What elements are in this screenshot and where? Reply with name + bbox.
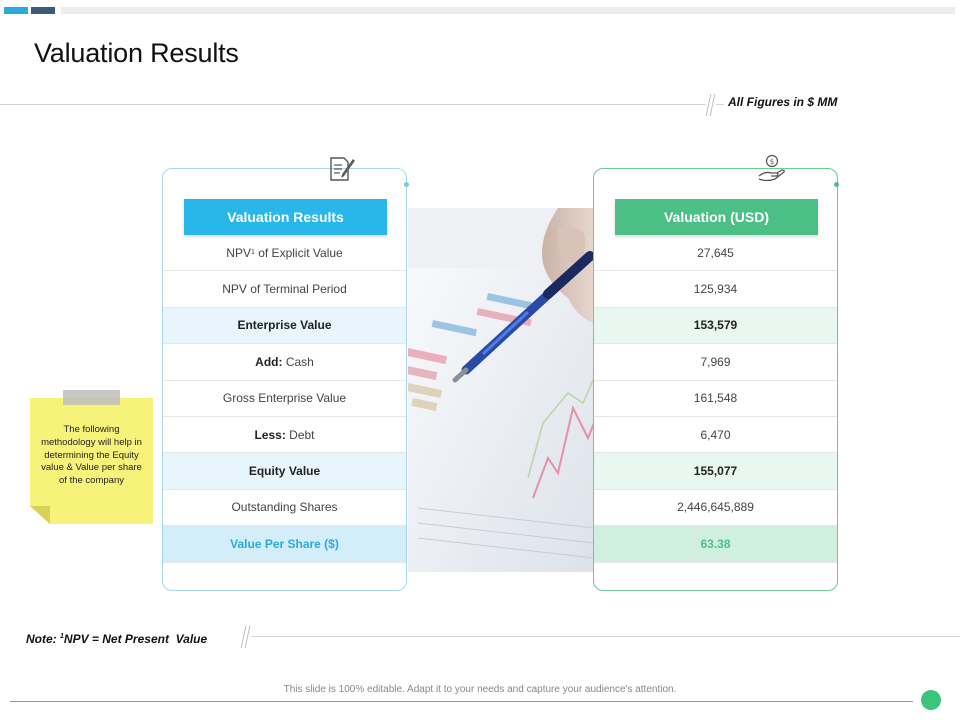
left-panel-dot [404, 182, 409, 187]
left-row-equity-value [163, 453, 406, 489]
sticky-note-tape [63, 390, 120, 405]
top-bar-track [61, 7, 955, 14]
right-row-value: 153,579 [594, 308, 837, 344]
header-divider-right [716, 104, 724, 105]
npv-terminal-label: NPV of Terminal Period [222, 282, 347, 297]
left-table-header: Valuation Results [184, 199, 387, 235]
left-table [163, 235, 406, 563]
npv-prefix: NPV [226, 245, 251, 260]
outstanding-shares-label: Outstanding Shares [231, 500, 338, 515]
figures-note: All Figures in $ MM [728, 95, 838, 109]
sticky-note-text: The following methodology will help in determining the Equity value & Value per share of the company [41, 424, 142, 487]
left-row-npv-explicit [163, 235, 406, 271]
left-row-outstanding-shares [163, 490, 406, 526]
cash-label: Cash [282, 354, 314, 369]
equity-value-label: Equity Value [248, 464, 321, 479]
right-row-value: 155,077 [594, 453, 837, 489]
left-row-cash [163, 344, 406, 380]
header-divider-slash [707, 94, 715, 116]
right-row-value: 7,969 [594, 344, 837, 380]
right-row-value: 125,934 [594, 271, 837, 307]
top-bar-segment-navy [31, 7, 55, 14]
npv-footnote-marker: 1 [250, 249, 255, 257]
gross-enterprise-label: Gross Enterprise Value [222, 391, 347, 406]
right-row-value: 2,446,645,889 [594, 490, 837, 526]
top-progress-bar [0, 7, 960, 14]
left-row-gross-enterprise [163, 381, 406, 417]
debt-label: Debt [285, 427, 315, 442]
footer-caption: This slide is 100% editable. Adapt it to your needs and capture your audience's attention. [283, 684, 677, 695]
left-row-value-per-share [163, 526, 406, 562]
page-title: Valuation Results [34, 38, 239, 68]
footnote [26, 632, 207, 646]
value-per-share-label: Value Per Share ($) [230, 536, 339, 551]
header-divider [0, 104, 706, 105]
right-row-value: 6,470 [594, 417, 837, 453]
footnote-text: NPV = Net Present Value [63, 632, 208, 646]
enterprise-value-label: Enterprise Value [237, 318, 332, 333]
footnote-divider [252, 636, 960, 637]
right-row-value: 161,548 [594, 381, 837, 417]
document-pen-icon [327, 154, 357, 184]
right-table-header: Valuation (USD) [615, 199, 818, 235]
right-table [594, 235, 837, 563]
add-prefix: Add: [255, 354, 283, 369]
right-row-value-per-share: 63.38 [594, 526, 837, 562]
npv-explicit-label: of Explicit Value [258, 245, 343, 260]
right-row-value: 27,645 [594, 235, 837, 271]
footnote-divider-slash [242, 626, 250, 648]
chart-photo-image [408, 208, 594, 572]
footnote-label: Note: [26, 632, 60, 646]
left-row-debt [163, 417, 406, 453]
left-row-npv-terminal [163, 271, 406, 307]
left-row-enterprise-value [163, 308, 406, 344]
svg-text:$: $ [769, 158, 775, 166]
right-panel-dot [834, 182, 839, 187]
footnote-marker: 1 [60, 633, 64, 640]
hand-dollar-icon [757, 154, 787, 184]
footer-line [10, 701, 913, 702]
less-prefix: Less: [254, 427, 286, 442]
footer-dot [921, 690, 941, 710]
top-bar-segment-blue [4, 7, 28, 14]
